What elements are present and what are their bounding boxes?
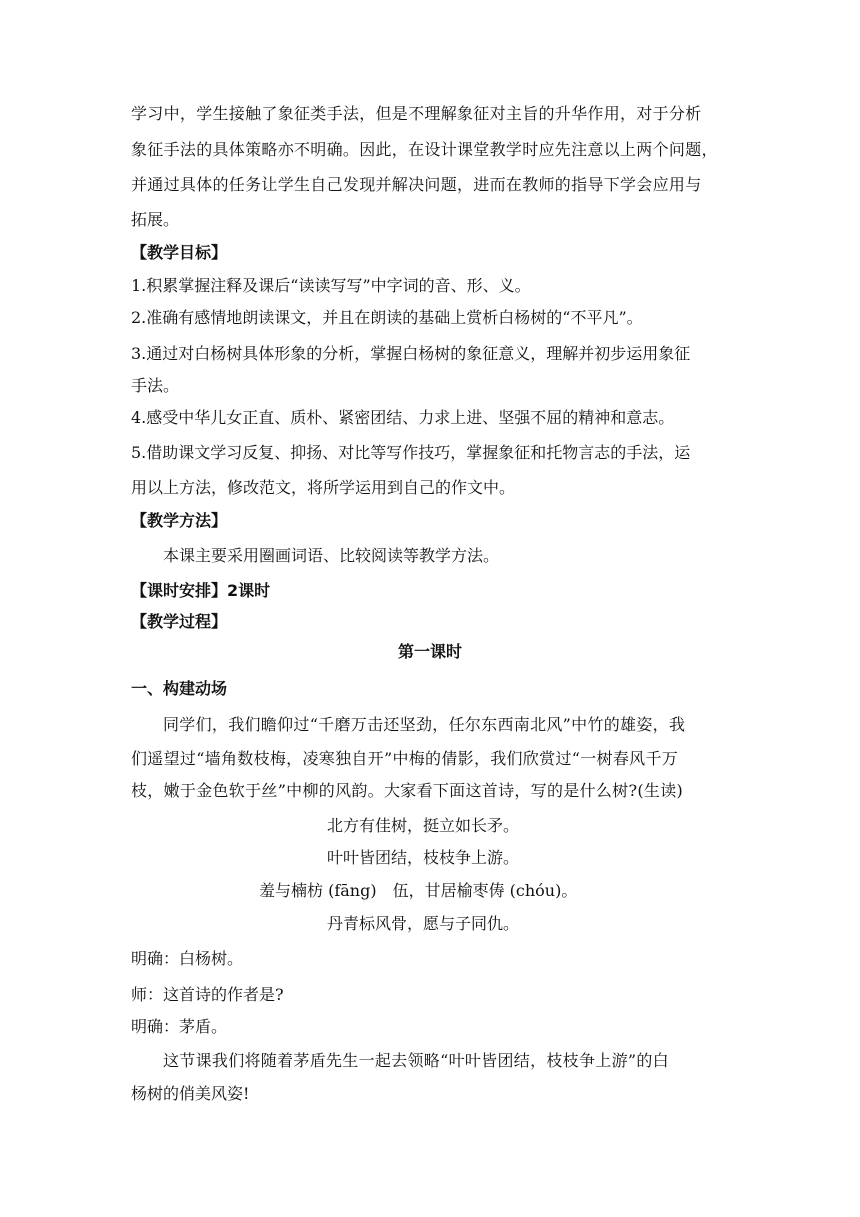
closing-line-1: 这节课我们将随着茅盾先生一起去领略“叶叶皆团结，枝枝争上游”的白 [163, 1051, 669, 1070]
intro-line-3: 并通过具体的任务让学生自己发现并解决问题，进而在教师的指导下学会应用与 [131, 175, 702, 194]
objective-item: 用以上方法，修改范文，将所学运用到自己的作文中。 [131, 478, 516, 497]
methods-text: 本课主要采用圈画词语、比较阅读等教学方法。 [163, 546, 500, 565]
intro-line-4: 拓展。 [131, 210, 180, 229]
poem-line-3: 羞与楠枋 (fāng) 伍，甘居榆枣俦 (chóu)。 [259, 881, 578, 900]
teacher-question: 师：这首诗的作者是? [131, 985, 284, 1004]
intro-line-1: 学习中，学生接触了象征类手法，但是不理解象征对主旨的升华作用，对于分析 [131, 104, 702, 123]
lesson-title: 第一课时 [397, 642, 462, 661]
objective-item: 4.感受中华儿女正直、质朴、紧密团结、力求上进、坚强不屈的精神和意志。 [131, 408, 675, 427]
objective-item: 1.积累掌握注释及课后“读读写写”中字词的音、形、义。 [131, 276, 531, 295]
objective-item: 5.借助课文学习反复、抑扬、对比等写作技巧，掌握象征和托物言志的手法，运 [131, 443, 691, 462]
para-line-2: 们遥望过“墙角数枝梅，凌寒独自开”中梅的倩影，我们欣赏过“一树春风千万 [131, 749, 679, 768]
answer-line: 明确：茅盾。 [131, 1017, 228, 1036]
objective-item: 3.通过对白杨树具体形象的分析，掌握白杨树的象征意义，理解并初步运用象征 [131, 344, 691, 363]
answer-line: 明确：白杨树。 [131, 949, 244, 968]
objective-item: 手法。 [131, 376, 180, 395]
schedule-heading: 【课时安排】2课时 [131, 581, 271, 600]
intro-line-2: 象征手法的具体策略亦不明确。因此，在设计课堂教学时应先注意以上两个问题， [131, 140, 718, 159]
section-heading: 一、构建动场 [131, 679, 228, 698]
poem-line-1: 北方有佳树，挺立如长矛。 [327, 816, 520, 835]
process-heading: 【教学过程】 [131, 612, 228, 631]
objectives-heading: 【教学目标】 [131, 243, 228, 262]
closing-line-2: 杨树的俏美风姿! [131, 1084, 250, 1103]
methods-heading: 【教学方法】 [131, 511, 228, 530]
para-line-1: 同学们，我们瞻仰过“千磨万击还坚劲，任尔东西南北风”中竹的雄姿，我 [163, 715, 686, 734]
poem-line-2: 叶叶皆团结，枝枝争上游。 [327, 848, 520, 867]
objective-item: 2.准确有感情地朗读课文，并且在朗读的基础上赏析白杨树的“不平凡”。 [131, 308, 643, 327]
poem-line-4: 丹青标风骨，愿与子同仇。 [327, 914, 520, 933]
para-line-3: 枝，嫩于金色软于丝”中柳的风韵。大家看下面这首诗，写的是什么树?(生读) [131, 781, 684, 800]
